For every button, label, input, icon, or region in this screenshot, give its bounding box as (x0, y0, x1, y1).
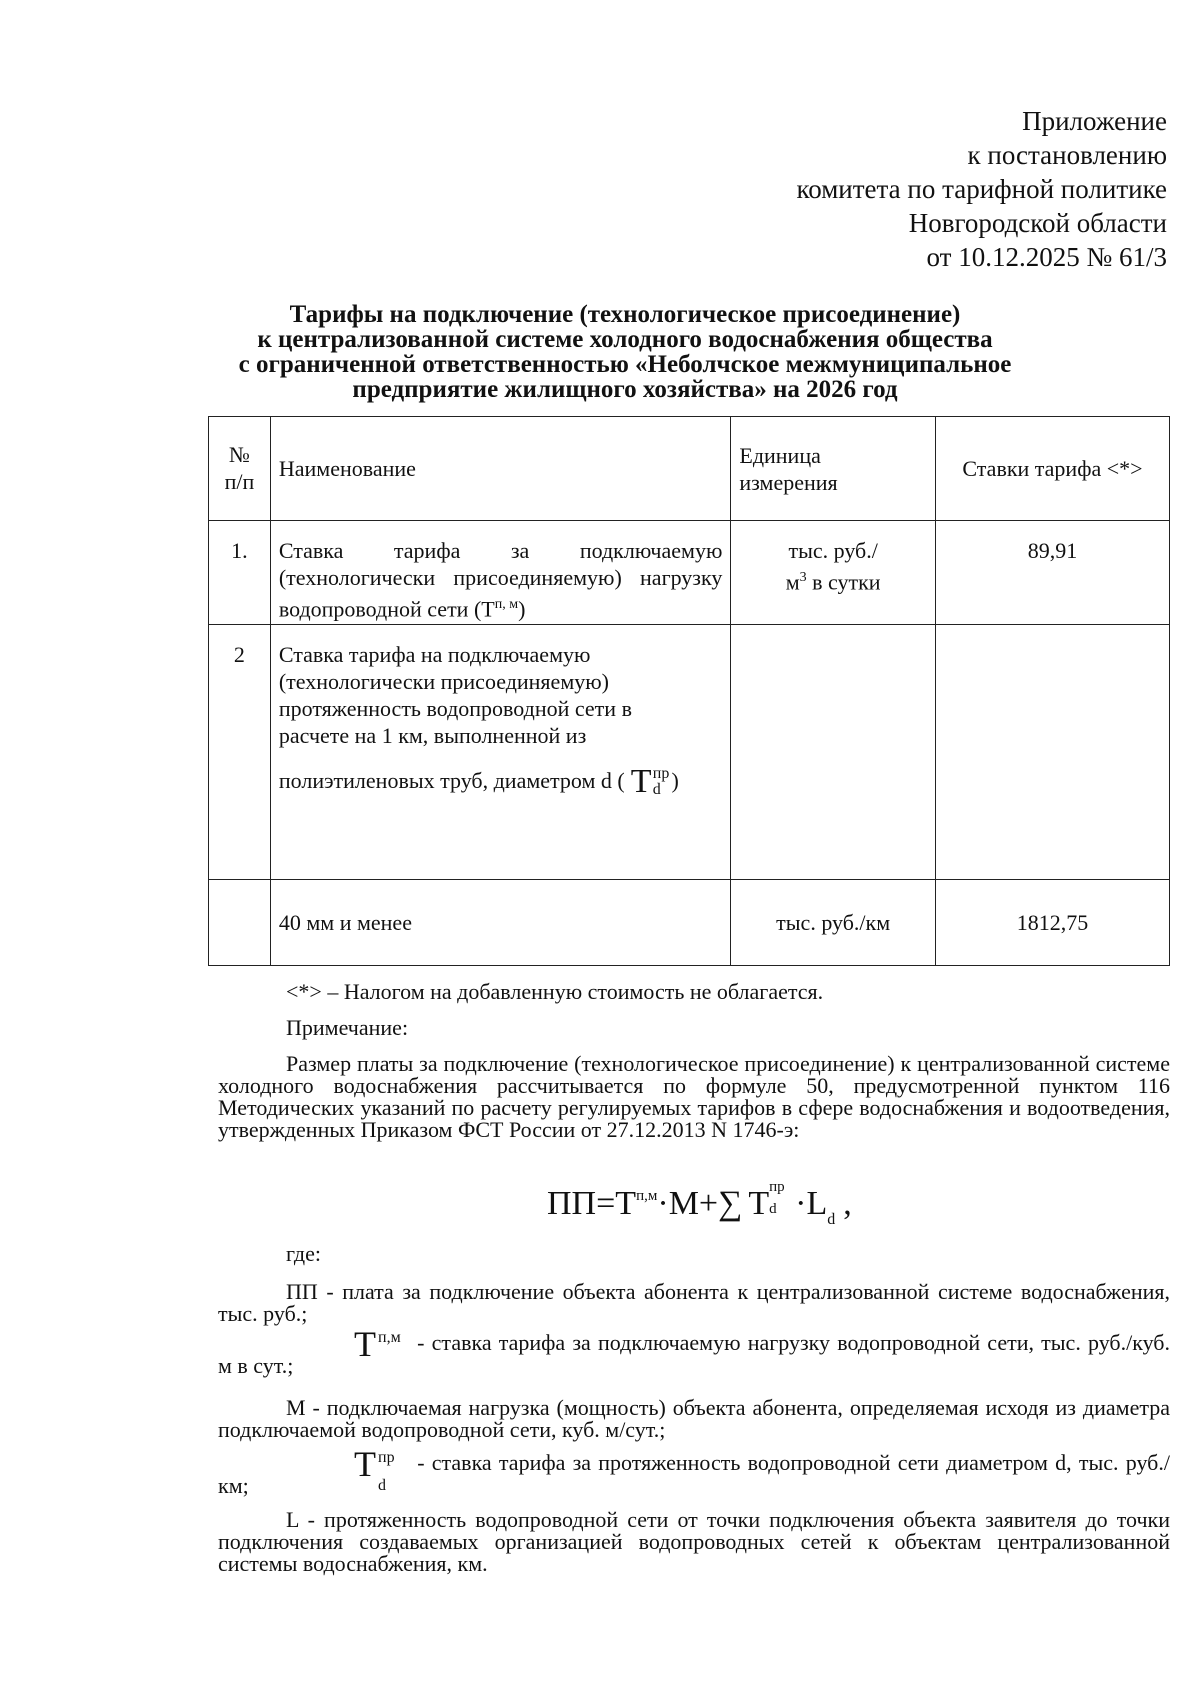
table-row (209, 625, 1170, 880)
tpr-symbol (286, 1444, 395, 1494)
row-unit-line2-post: в сутки (806, 569, 881, 595)
note-label-block (218, 1017, 1170, 1039)
row-unit (731, 625, 936, 880)
title-line: с ограниченной ответственностью «Неболчское межмуниципальное (238, 351, 1012, 378)
header-unit-line1: Единица (739, 442, 821, 468)
formula-t2: Т (748, 1185, 770, 1222)
note-label: Примечание: (286, 1015, 409, 1040)
tpr-sub: d (378, 1477, 386, 1494)
row-rate (935, 625, 1169, 880)
tariff-symbol (630, 763, 670, 800)
def-l-block (218, 1509, 1170, 1575)
header-num (209, 417, 271, 521)
title-line: предприятие жилищного хозяйства» на 2026 год (352, 376, 898, 403)
appendix-header (796, 104, 1167, 274)
row-name-line: Ставка тарифа на подключаемую (278, 642, 591, 667)
tpm-symbol (286, 1324, 401, 1364)
document-title (180, 302, 1070, 402)
tpr-letter: Т (354, 1444, 376, 1484)
tpm-sup: п,м (378, 1329, 401, 1346)
payment-formula (547, 1179, 852, 1229)
def-l: L - протяженность водопроводной сети от точки подключения объекта заявителя до точки подключения создаваемых организацией водопроводных сетей к объектам централизованной системы водоснабжения, км. (218, 1507, 1170, 1576)
row-name (270, 521, 731, 625)
def-tpr-block (218, 1444, 1170, 1498)
row-rate: 89,91 (935, 521, 1169, 625)
header-line: к постановлению (967, 140, 1167, 170)
row-name-last-post: ) (671, 768, 679, 793)
formula-t1: Т (615, 1185, 637, 1222)
row-num: 1. (209, 521, 271, 625)
title-line: к централизованной системе холодного водоснабжения общества (257, 326, 993, 353)
header-line: от 10.12.2025 № 61/3 (926, 242, 1167, 272)
table-row (209, 521, 1170, 625)
formula-t2-sup: пр (769, 1179, 785, 1195)
row-name-end: ) (518, 596, 526, 622)
formula-t1-sup: п,м (636, 1188, 658, 1204)
row-name-sup: п, м (494, 597, 519, 612)
header-num-line2: п/п (224, 469, 255, 494)
formula-t2-sub: d (769, 1201, 777, 1217)
header-name: Наименование (270, 417, 731, 521)
title-line: Тарифы на подключение (технологическое присоединение) (289, 301, 961, 328)
table-row (209, 880, 1170, 966)
row-name-line: протяженность водопроводной сети в (278, 696, 632, 721)
def-tpr (218, 1444, 1170, 1498)
formula-dot1: · (657, 1185, 669, 1222)
formula-dot2: · (795, 1185, 807, 1222)
row-name-line: (технологически присоединяемую) (278, 669, 609, 694)
formula-m: М (668, 1185, 699, 1222)
def-tpm (218, 1324, 1170, 1378)
tpm-letter: Т (354, 1324, 376, 1364)
formula-l-sub: d (827, 1211, 836, 1228)
tariff-table (208, 416, 1170, 966)
row-name-last-pre: полиэтиленовых труб, диаметром d ( (278, 768, 625, 793)
row-unit (731, 521, 936, 625)
table-header-row (209, 417, 1170, 521)
tariff-symbol-letter: Т (630, 763, 652, 800)
footnote-block (218, 981, 1170, 1003)
note-paragraph-block (218, 1053, 1170, 1141)
note-paragraph: Размер платы за подключение (технологическое присоединение) к централизованной системе холодного водоснабжения рассчитывается по формуле 50, предусмотренной пунктом 116 Методических указаний по расчету регулируемых тарифов в сфере водоснабжения и водоотведения, утвержденных Приказом ФСТ России от 27.12.2013 N 1746-э: (218, 1051, 1170, 1142)
row-name (270, 625, 731, 880)
formula-comma: , (843, 1185, 852, 1222)
header-unit-line2: измерения (739, 469, 838, 495)
header-rate: Ставки тарифа <*> (935, 417, 1169, 521)
formula-l: L (806, 1185, 828, 1222)
row-unit-line1: тыс. руб./ (788, 538, 878, 563)
header-line: Новгородской области (908, 208, 1167, 238)
row-name: 40 мм и менее (270, 880, 731, 966)
def-m: М - подключаемая нагрузка (мощность) объекта абонента, определяемая исходя из диаметра подключаемой водопроводной сети, куб. м/сут.; (218, 1395, 1170, 1442)
tpr-text: - ставка тарифа за протяженность водопроводной сети диаметром d, тыс. руб./км; (218, 1450, 1170, 1498)
formula-plus: + (698, 1185, 719, 1222)
row-num (209, 880, 271, 966)
row-num: 2 (209, 625, 271, 880)
formula-lhs: ПП (547, 1185, 597, 1222)
row-rate: 1812,75 (935, 880, 1169, 966)
formula-sigma: ∑ (718, 1185, 743, 1222)
def-tpm-block (218, 1324, 1170, 1378)
header-line: Приложение (1022, 106, 1167, 136)
row-unit-sup: 3 (799, 570, 807, 585)
row-unit-line2-pre: м (785, 569, 800, 595)
tpm-text: - ставка тарифа за подключаемую нагрузку водопроводной сети, тыс. руб./куб. м в сут.; (218, 1330, 1170, 1378)
row-unit: тыс. руб./км (731, 880, 936, 966)
formula-eq: = (596, 1185, 616, 1222)
formula-t2-indices (769, 1179, 795, 1217)
header-unit (731, 417, 936, 521)
tpr-sup: пр (378, 1449, 395, 1466)
row-name-line: расчете на 1 км, выполненной из (278, 723, 587, 748)
row-name-text: Ставка тарифа за подключаемую (технологически присоединяемую) нагрузку водопроводной сети (Т (278, 538, 723, 622)
tariff-symbol-sup: пр (652, 765, 670, 782)
def-pp-block (218, 1281, 1170, 1325)
tariff-symbol-sub: d (652, 781, 661, 798)
def-pp: ПП - плата за подключение объекта абонента к централизованной системе водоснабжения, тыс. руб.; (218, 1279, 1170, 1326)
header-line: комитета по тарифной политике (796, 174, 1167, 204)
where-label-block (218, 1243, 1170, 1265)
header-num-line1: № (228, 442, 250, 467)
footnote: <*> – Налогом на добавленную стоимость не облагается. (286, 979, 824, 1004)
where-label: где: (286, 1241, 321, 1266)
def-m-block (218, 1397, 1170, 1441)
